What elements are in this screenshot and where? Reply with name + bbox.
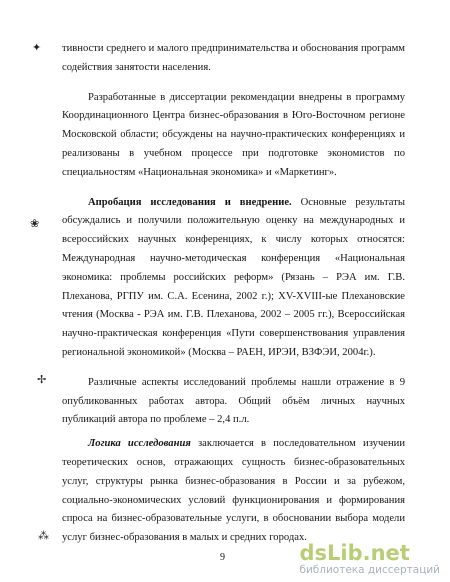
paragraph: Различные аспекты исследований проблемы нашли отражение в 9 опубликованных работах автора. Общий объём личных научных публикаций автора по проблеме – 2,4 п.л.	[62, 376, 405, 426]
paragraph: Разработанные в диссертации рекомендации внедрены в программу Координационного Центра бизнес-образования в Юго-Восточном регионе Московской области; обсуждены на научно-практических конференциях и реализованы в учебном процессе при подготовке экономистов по специальностям «Национальная экономика» и «Маркетинг».	[62, 91, 405, 178]
scan-mark: ⁂	[38, 529, 49, 542]
paragraph	[62, 194, 405, 363]
paragraph: тивности среднего и малого предпринимательства и обоснования программ содействия занятости населения.	[62, 43, 405, 73]
body-text	[62, 40, 405, 548]
paragraph-lead: Апробация исследования и внедрение.	[88, 196, 292, 208]
scan-mark: ✦	[32, 41, 42, 54]
watermark-logo: dsLib.net	[299, 541, 410, 565]
watermark-subtitle: библиотека диссертаций	[299, 564, 440, 576]
watermark	[299, 542, 440, 576]
page-number: 9	[220, 552, 225, 563]
paragraph-lead: Логика исследования	[88, 438, 191, 450]
paragraph-body: Основные результаты обсуждались и получили положительную оценку на международных и всероссийских научных конференциях, к числу которых относятся: Международная научно-методическая конференция «Национальная экономика: проблемы российских реформ» (Рязань – РЭА им. Г.В. Плеханова, РГПУ им. С.А. Есенина, 2002 г.); XV-XVIII-ые Плехановские чтения (Москва - РЭА им. Г.В. Плеханова, 2002 – 2005 гг.), Всероссийская научно-практическая конференция «Пути совершенствования управления региональной экономикой» (Москва – РАЕН, ИРЭИ, ВЗФЭИ, 2004г.).	[62, 196, 405, 358]
paragraph	[62, 435, 405, 548]
paragraph-body: заключается в последовательном изучении теоретических основ, отражающих сущность бизнес-образовательных услуг, структуры рынка бизнес-образования в России и за рубежом, социально-экономических условий функционирования и формирования спроса на бизнес-образовательные услуги, в обосновании выбора модели услуг бизнес-образования в малых и средних городах.	[62, 438, 406, 544]
scan-mark: ❀	[30, 217, 40, 230]
scan-mark: ✢	[37, 373, 47, 386]
